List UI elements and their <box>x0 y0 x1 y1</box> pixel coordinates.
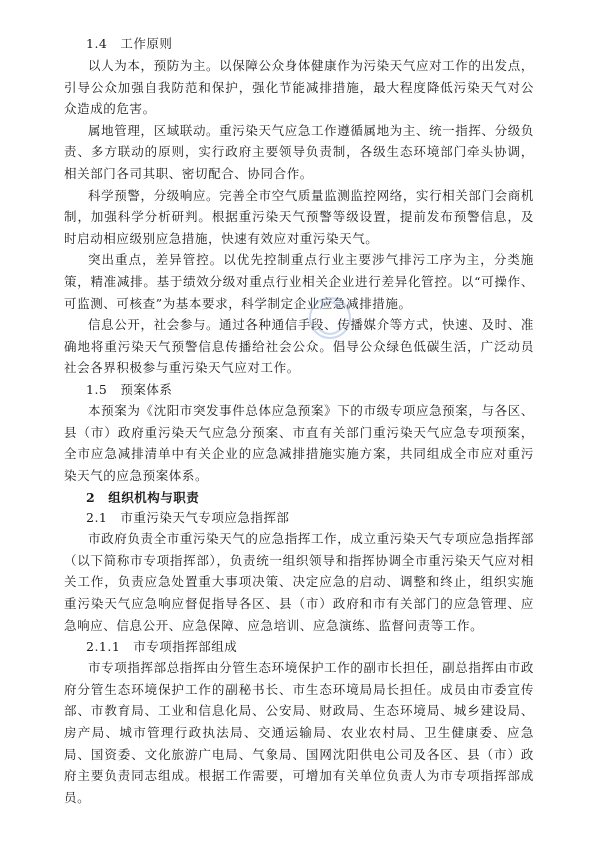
heading-2: 2 组织机构与职责 <box>86 490 200 506</box>
heading-1-4: 1.4 工作原则 <box>86 36 173 51</box>
paragraph-key-control: 突出重点，差异管控。以优先控制重点行业主要涉气排污工序为主，分类施策，精准减排。基于绩效分级对重点行业相关企业进行差异化管控。以“可操作、可监测、可核查”为基本要求，科学制定企业应急减排措施。 <box>64 252 534 311</box>
paragraph-plan-system: 本预案为《沈阳市突发事件总体应急预案》下的市级专项应急预案，与各区、县（市）政府重污染天气应急分预案、市直有关部门重污染天气应急专项预案，全市应急减排清单中有关企业的应急减排措施实施方案，共同组成全市应对重污染天气的应急预案体系。 <box>64 402 534 483</box>
paragraph-scientific-warning: 科学预警，分级响应。完善全市空气质量监测监控网络，实行相关部门会商机制，加强科学分析研判。根据重污染天气预警等级设置，提前发布预警信息，及时启动相应级别应急措施，快速有效应对重污染天气。 <box>64 187 534 246</box>
paragraph-territorial-management: 属地管理，区域联动。重污染天气应急工作遵循属地为主、统一指挥、分级负责、多方联动的原则，实行政府主要领导负责制，各级生态环境部门牵头协调，相关部门各司其职、密切配合、协同合作。 <box>64 122 534 181</box>
document-page <box>64 34 534 808</box>
paragraph-city-command: 市政府负责全市重污染天气的应急指挥工作，成立重污染天气专项应急指挥部（以下简称市专项指挥部），负责统一组织领导和指挥协调全市重污染天气应对相关工作，负责应急处置重大事项决策、决定应急的启动、调整和终止，组织实施重污染天气应急响应督促指导各区、县（市）政府和市有关部门的应急管理、应急响应、信息公开、应急保障、应急培训、应急演练、监督问责等工作。 <box>64 531 534 633</box>
heading-2-1-1: 2.1.1 市专项指挥部组成 <box>86 639 238 655</box>
watermark-logo <box>300 282 360 354</box>
heading-1-5: 1.5 预案体系 <box>86 381 173 397</box>
paragraph-people-oriented: 以人为本，预防为主。以保障公众身体健康作为污染天气应对工作的出发点，引导公众加强自我防范和保护，强化节能减排措施，最大程度降低污染天气对公众造成的危害。 <box>64 58 534 117</box>
paragraph-command-composition: 市专项指挥部总指挥由分管生态环境保护工作的副市长担任，副总指挥由市政府分管生态环境保护工作的副秘书长、市生态环境局局长担任。成员由市委宣传部、市教育局、工业和信息化局、公安局、财政局、生态环境局、城乡建设局、房产局、城市管理行政执法局、交通运输局、农业农村局、卫生健康委、应急局、国资委、文化旅游广电局、气象局、国网沈阳供电公司及各区、县（市）政府主要负责同志组成。根据工作需要，可增加有关单位负责人为市专项指挥部成员。 <box>64 660 534 805</box>
paragraph-information-disclosure: 信息公开，社会参与。通过各种通信手段、传播媒介等方式，快速、及时、准确地将重污染天气预警信息传播给社会公众。倡导公众绿色低碳生活，广泛动员社会各界积极参与重污染天气应对工作。 <box>64 317 534 376</box>
heading-2-1: 2.1 市重污染天气专项应急指挥部 <box>86 510 290 526</box>
